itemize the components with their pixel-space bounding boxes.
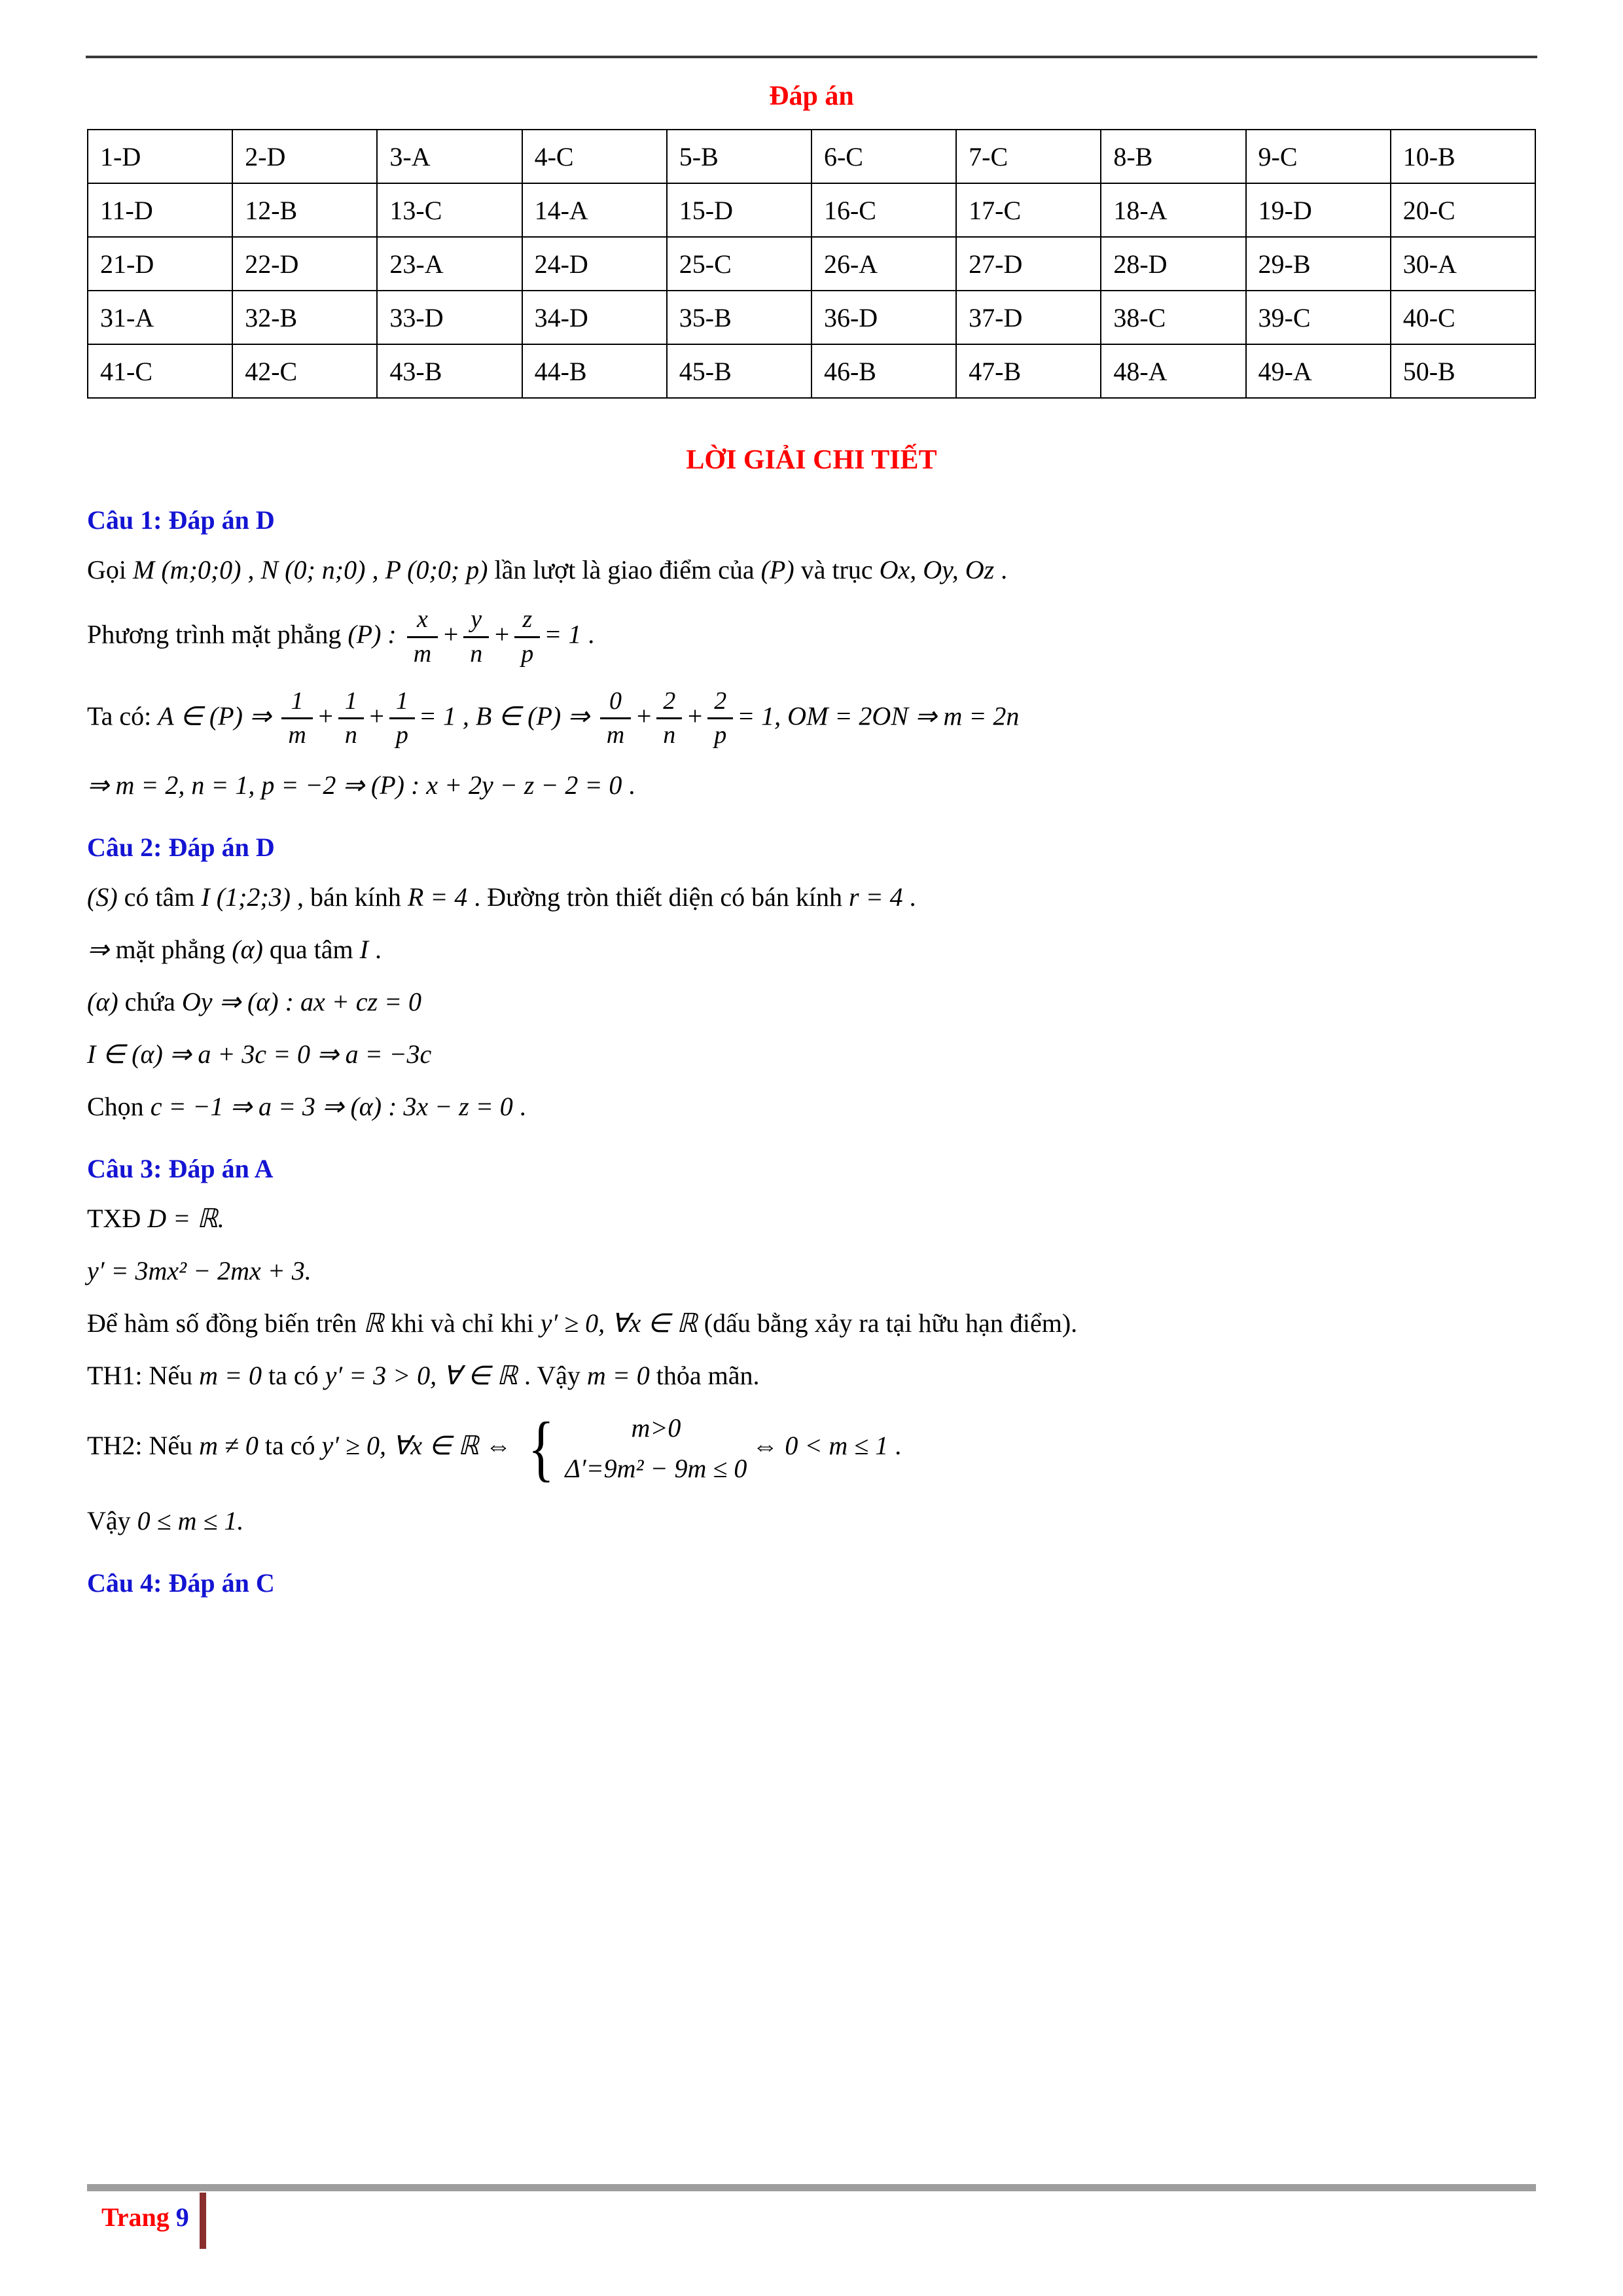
fraction: $\frac{2}{p}$: [707, 687, 733, 751]
answer-cell: 46-B: [812, 344, 956, 398]
answer-cell: 48-A: [1101, 344, 1245, 398]
fraction: $\frac{y}{n}$: [463, 605, 489, 670]
solution-line: [87, 1503, 1536, 1539]
header-rule: [86, 56, 1537, 58]
math-text: c = −1 ⇒ a = 3 ⇒ (α) : 3x − z = 0: [150, 1092, 520, 1122]
answer-cell: 40-C: [1391, 291, 1535, 344]
answer-cell: 18-A: [1101, 183, 1245, 237]
answer-cell: 24-D: [522, 237, 667, 291]
answer-cell: 39-C: [1246, 291, 1391, 344]
answer-cell: 35-B: [667, 291, 812, 344]
answer-cell: 21-D: [88, 237, 232, 291]
footer-row: [87, 2193, 1536, 2249]
answer-cell: 1-D: [88, 130, 232, 183]
body-text: có tâm: [124, 882, 202, 912]
math-text: 0 ≤ m ≤ 1.: [137, 1506, 244, 1536]
fraction: $\frac{1}{n}$: [338, 687, 364, 751]
answer-cell: 17-C: [956, 183, 1101, 237]
answer-cell: 8-B: [1101, 130, 1245, 183]
math-text: = 1, OM = 2ON ⇒ m = 2n: [737, 701, 1020, 731]
math-text: +: [442, 619, 460, 649]
answer-cell: 13-C: [377, 183, 522, 237]
solution-heading: Câu 1: Đáp án D: [87, 505, 275, 535]
answer-cell: 30-A: [1391, 237, 1535, 291]
solution-line: [87, 605, 1536, 670]
document-content: [0, 81, 1623, 1598]
math-text: +: [316, 701, 334, 731]
answer-cell: 6-C: [812, 130, 956, 183]
body-text: thỏa mãn.: [656, 1361, 760, 1391]
answer-row: [88, 291, 1535, 344]
body-text: TH2: Nếu: [87, 1431, 200, 1461]
solution-block: [87, 1568, 1536, 1598]
math-text: ⇒ m = 2, n = 1, p = −2 ⇒ (P) : x + 2y − z − 2 = 0: [87, 770, 629, 800]
answer-cell: 27-D: [956, 237, 1101, 291]
answer-cell: 28-D: [1101, 237, 1245, 291]
math-text: +: [367, 701, 385, 731]
solution-line: [87, 932, 1536, 967]
body-text: mặt phẳng: [115, 935, 232, 965]
answer-cell: 12-B: [232, 183, 377, 237]
body-text: .: [895, 1431, 902, 1461]
answer-cell: 15-D: [667, 183, 812, 237]
cases-row: Δ′=9m² − 9m ≤ 0: [565, 1454, 747, 1484]
answer-table-body: [88, 130, 1535, 398]
solution-line: [87, 880, 1536, 915]
math-text: y′ = 3mx² − 2mx + 3.: [87, 1256, 312, 1286]
math-text: Oy ⇒ (α) : ax + cz = 0: [181, 987, 421, 1017]
answer-row: [88, 130, 1535, 183]
math-text: (α): [232, 935, 270, 965]
math-text: y′ = 3 > 0, ∀ ∈ ℝ: [325, 1361, 524, 1391]
cases-row: m>0: [631, 1413, 681, 1443]
solution-line: [87, 1358, 1536, 1393]
math-text: Ox, Oy, Oz: [879, 555, 1001, 584]
body-text: Phương trình mặt phẳng: [87, 619, 348, 649]
solution-block: [87, 832, 1536, 1124]
answer-cell: 32-B: [232, 291, 377, 344]
body-text: TH1: Nếu: [87, 1361, 200, 1391]
cases-system: [524, 1407, 747, 1489]
answer-cell: 20-C: [1391, 183, 1535, 237]
math-text: y′ ≥ 0, ∀x ∈ ℝ: [540, 1308, 704, 1338]
body-text: . Vậy: [524, 1361, 587, 1391]
answer-cell: 19-D: [1246, 183, 1391, 237]
math-text: ℝ: [363, 1308, 391, 1338]
answer-cell: 31-A: [88, 291, 232, 344]
math-text: +: [493, 619, 511, 649]
math-text: (P): [760, 555, 801, 584]
footer: [87, 2184, 1536, 2249]
body-text: . Đường tròn thiết diện có bán kính: [474, 882, 849, 912]
math-text: (S): [87, 882, 124, 912]
body-text: .: [519, 1092, 526, 1122]
answer-row: [88, 344, 1535, 398]
answer-cell: 37-D: [956, 291, 1101, 344]
answer-cell: 38-C: [1101, 291, 1245, 344]
body-text: ta có: [264, 1431, 322, 1461]
body-text: Để hàm số đồng biến trên: [87, 1308, 364, 1338]
answer-cell: 3-A: [377, 130, 522, 183]
math-text: m ≠ 0: [199, 1431, 265, 1461]
answer-cell: 4-C: [522, 130, 667, 183]
math-text: m = 0: [199, 1361, 268, 1391]
math-text: I (1;2;3): [201, 882, 297, 912]
answer-cell: 34-D: [522, 291, 667, 344]
solution-line: [87, 552, 1536, 588]
math-text: A ∈ (P) ⇒: [158, 701, 278, 731]
body-text: .: [628, 770, 635, 800]
answer-cell: 10-B: [1391, 130, 1535, 183]
body-text: và trục: [800, 555, 880, 584]
answer-cell: 47-B: [956, 344, 1101, 398]
body-text: Chọn: [87, 1092, 151, 1122]
math-text: y′ ≥ 0, ∀x ∈ ℝ ⇔: [321, 1431, 518, 1461]
answer-cell: 16-C: [812, 183, 956, 237]
body-text: .: [374, 935, 382, 965]
answer-cell: 26-A: [812, 237, 956, 291]
answer-cell: 23-A: [377, 237, 522, 291]
solutions-title: LỜI GIẢI CHI TIẾT: [686, 445, 937, 475]
answer-cell: 2-D: [232, 130, 377, 183]
body-text: .: [1001, 555, 1008, 584]
answer-cell: 5-B: [667, 130, 812, 183]
math-text: ⇔ 0 < m ≤ 1: [752, 1431, 895, 1461]
solution-line: [87, 1306, 1536, 1341]
body-text: , bán kính: [296, 882, 408, 912]
fraction: $\frac{1}{m}$: [281, 687, 312, 751]
answer-cell: 45-B: [667, 344, 812, 398]
math-text: = 1 , B ∈ (P) ⇒: [418, 701, 596, 731]
math-text: (α): [87, 987, 125, 1017]
body-text: chứa: [124, 987, 182, 1017]
answer-cell: 29-B: [1246, 237, 1391, 291]
answer-cell: 7-C: [956, 130, 1101, 183]
solution-line: [87, 1253, 1536, 1289]
fraction: $\frac{1}{p}$: [389, 687, 415, 751]
math-text: D = ℝ.: [147, 1204, 224, 1234]
math-text: +: [635, 701, 653, 731]
body-text: Vậy: [87, 1506, 137, 1536]
answer-cell: 14-A: [522, 183, 667, 237]
math-text: (P) :: [348, 619, 403, 649]
body-text: qua tâm: [269, 935, 360, 965]
solutions-section: [87, 505, 1536, 1598]
footer-page-number: 9: [175, 2202, 189, 2232]
body-text: lần lượt là giao điểm của: [494, 555, 761, 584]
solution-block: [87, 1153, 1536, 1539]
answer-cell: 11-D: [88, 183, 232, 237]
math-text: +: [686, 701, 704, 731]
fraction: $\frac{2}{n}$: [656, 687, 682, 751]
solution-heading: Câu 4: Đáp án C: [87, 1568, 275, 1598]
solution-line: [87, 1201, 1536, 1236]
solution-line: [87, 1407, 1536, 1489]
answer-cell: 44-B: [522, 344, 667, 398]
math-text: M (m;0;0) , N (0; n;0) , P (0;0; p): [133, 555, 495, 584]
answer-cell: 49-A: [1246, 344, 1391, 398]
answer-cell: 33-D: [377, 291, 522, 344]
left-brace: {: [527, 1407, 554, 1489]
body-text: Gọi: [87, 555, 133, 584]
math-text: I: [359, 935, 375, 965]
answer-cell: 43-B: [377, 344, 522, 398]
footer-rule: [87, 2184, 1536, 2191]
fraction: $\frac{0}{m}$: [600, 687, 631, 751]
answer-cell: 41-C: [88, 344, 232, 398]
math-text: r = 4: [849, 882, 910, 912]
body-text: ta có: [268, 1361, 325, 1391]
solution-line: [87, 1037, 1536, 1072]
answer-row: [88, 237, 1535, 291]
body-text: TXĐ: [87, 1204, 148, 1234]
answer-cell: 9-C: [1246, 130, 1391, 183]
fraction: $\frac{z}{p}$: [514, 605, 540, 670]
footer-page-label: Trang: [101, 2202, 169, 2232]
math-text: m = 0: [586, 1361, 656, 1391]
math-text: ⇒: [87, 935, 116, 965]
math-text: I ∈ (α) ⇒ a + 3c = 0 ⇒ a = −3c: [87, 1039, 432, 1069]
body-text: khi và chỉ khi: [390, 1308, 541, 1338]
solution-line: [87, 1089, 1536, 1124]
answer-cell: 42-C: [232, 344, 377, 398]
solution-line: [87, 687, 1536, 751]
answer-cell: 36-D: [812, 291, 956, 344]
math-text: R = 4: [407, 882, 474, 912]
footer-accent-bar: [200, 2193, 206, 2249]
solution-line: [87, 768, 1536, 803]
answer-cell: 25-C: [667, 237, 812, 291]
math-text: = 1: [544, 619, 588, 649]
answer-table: [87, 129, 1536, 399]
body-text: Ta có:: [87, 701, 158, 731]
body-text: .: [588, 619, 595, 649]
answer-cell: 22-D: [232, 237, 377, 291]
solution-line: [87, 984, 1536, 1020]
fraction: $\frac{x}{m}$: [407, 605, 438, 670]
answer-key-title: Đáp án: [769, 81, 854, 111]
solution-block: [87, 505, 1536, 803]
solution-heading: Câu 2: Đáp án D: [87, 833, 275, 863]
answer-row: [88, 183, 1535, 237]
body-text: (dấu bằng xảy ra tại hữu hạn điểm).: [704, 1308, 1078, 1338]
solution-heading: Câu 3: Đáp án A: [87, 1154, 274, 1184]
answer-cell: 50-B: [1391, 344, 1535, 398]
body-text: .: [909, 882, 916, 912]
